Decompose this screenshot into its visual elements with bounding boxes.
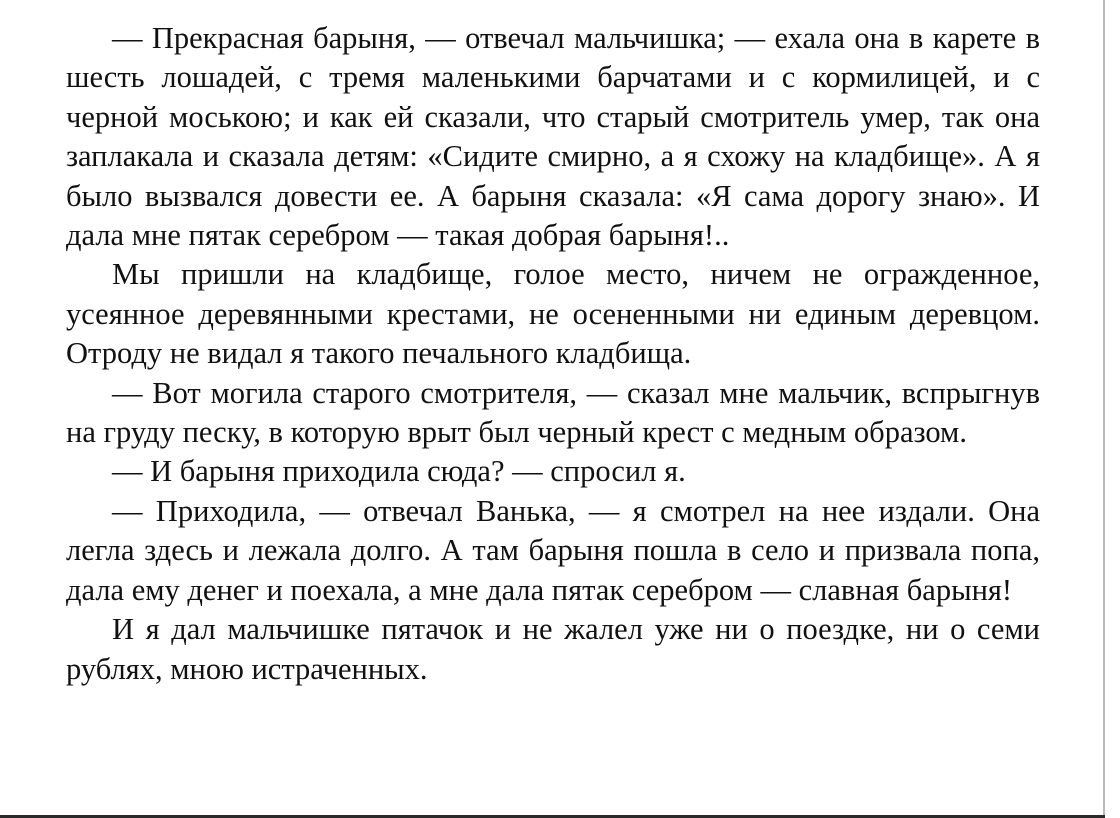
paragraph-5: — Приходила, — отвечал Ванька, — я смотрел на нее издали. Она легла здесь и лежала долго. А там барыня пошла в село и призвала попа, дала ему денег и поехала, а мне дала пятак серебром — славная барыня! <box>66 493 1040 607</box>
page-edge-right <box>1103 0 1105 818</box>
paragraph-3: — Вот могила старого смотрителя, — сказал мне мальчик, вспрыгнув на груду песку, в которую врыт был черный крест с медным образом. <box>66 375 1040 450</box>
paragraph-4: — И барыня приходила сюда? — спросил я. <box>112 454 686 489</box>
paragraph-6: И я дал мальчишке пятачок и не жалел уже ни о поездке, ни о семи рублях, мною истраченных. <box>66 612 1040 686</box>
paragraph-2: Мы пришли на кладбище, голое место, ничем не огражденное, усеянное деревянными крестами, не осененными ни единым деревцом. Отроду не видал я такого печального кладбища. <box>66 257 1040 371</box>
text-body <box>66 19 1040 689</box>
paragraph-1: — Прекрасная барыня, — отвечал мальчишка; — ехала она в карете в шесть лошадей, с тремя маленькими барчатами и с кормилицей, и с черной моською; и как ей сказали, что старый смотритель умер, так она заплакала и сказала детям: «Сидите смирно, а я схожу на кладбище». А я было вызвался довести ее. А барыня сказала: «Я сама дорогу знаю». И дала мне пятак серебром — такая добрая барыня!.. <box>66 21 1040 253</box>
